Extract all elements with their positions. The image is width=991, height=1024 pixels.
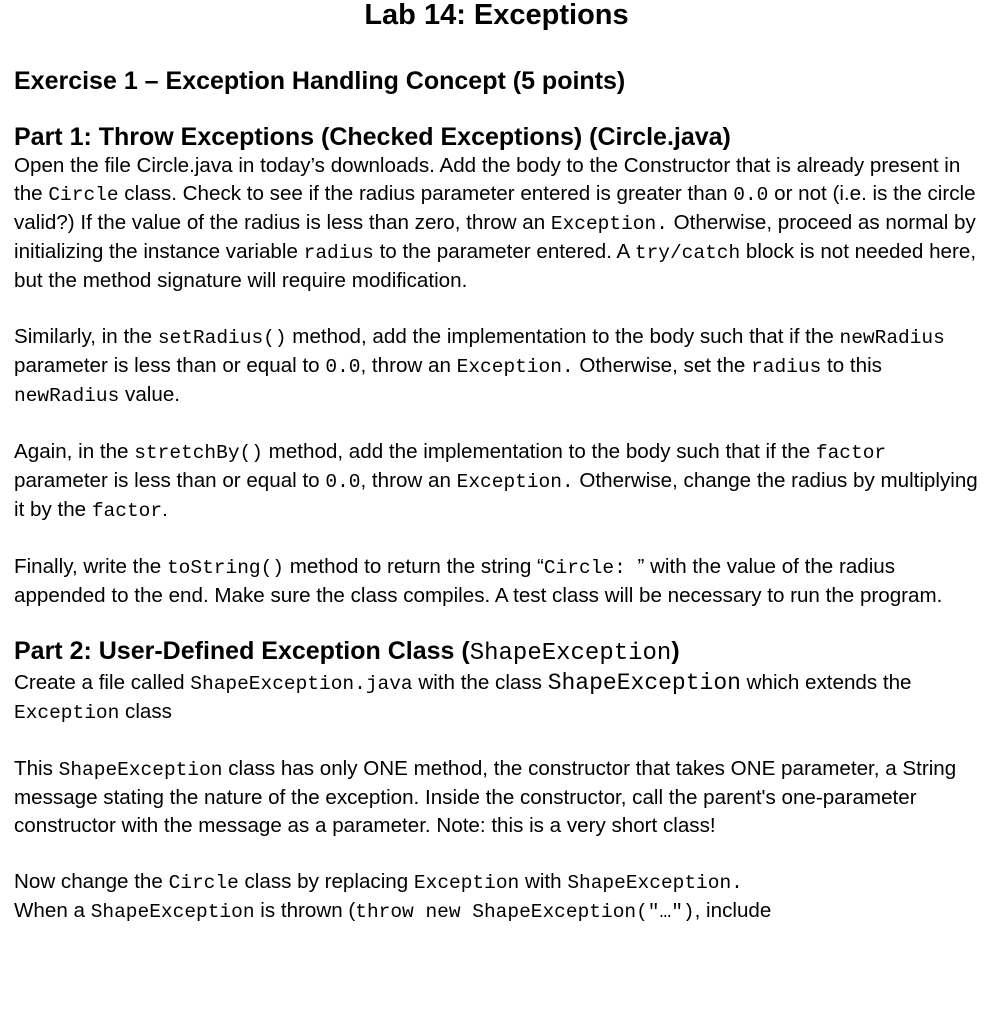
exercise-heading: Exercise 1 – Exception Handling Concept (5 points) <box>14 67 626 95</box>
part1-paragraph-2: Similarly, in the setRadius() method, add the implementation to the body such that if the newRadius parameter is less than or equal to 0.0, throw an Exception. Otherwise, set the radius to this newRadius value. <box>14 325 945 407</box>
document <box>14 0 979 926</box>
part1-heading: Part 1: Throw Exceptions (Checked Exceptions) (Circle.java) <box>14 123 731 151</box>
part1-paragraph-4: Finally, write the toString() method to return the string “Circle: ” with the value of the radius appended to the end. Make sure the class compiles. A test class will be necessary to run the program. <box>14 555 943 607</box>
part2-paragraph-2: This ShapeException class has only ONE method, the constructor that takes ONE parameter, a String message stating the nature of the exception. Inside the constructor, call the parent's one-parameter constructor with the message as a parameter. Note: this is a very short class! <box>14 757 957 837</box>
part2-paragraph-1: Create a file called ShapeException.java with the class ShapeException which extends the Exception class <box>14 670 912 724</box>
part2-heading: Part 2: User-Defined Exception Class (ShapeException) <box>14 637 680 667</box>
part1-paragraph-3: Again, in the stretchBy() method, add the implementation to the body such that if the factor parameter is less than or equal to 0.0, throw an Exception. Otherwise, change the radius by multiplying it by the factor. <box>14 440 978 522</box>
page-title: Lab 14: Exceptions <box>364 0 629 31</box>
part2-paragraph-3: Now change the Circle class by replacing Exception with ShapeException. When a ShapeException is thrown (throw new ShapeException("…"), include <box>14 870 772 923</box>
part1-paragraph-1: Open the file Circle.java in today’s downloads. Add the body to the Constructor that is already present in the Circle class. Check to see if the radius parameter entered is greater than 0.0 or not (i.e. is the circle valid?) If the value of the radius is less than zero, throw an Exception. Otherwise, proceed as normal by initializing the instance variable radius to the parameter entered. A try/catch block is not needed here, but the method signature will require modification. <box>14 154 977 292</box>
